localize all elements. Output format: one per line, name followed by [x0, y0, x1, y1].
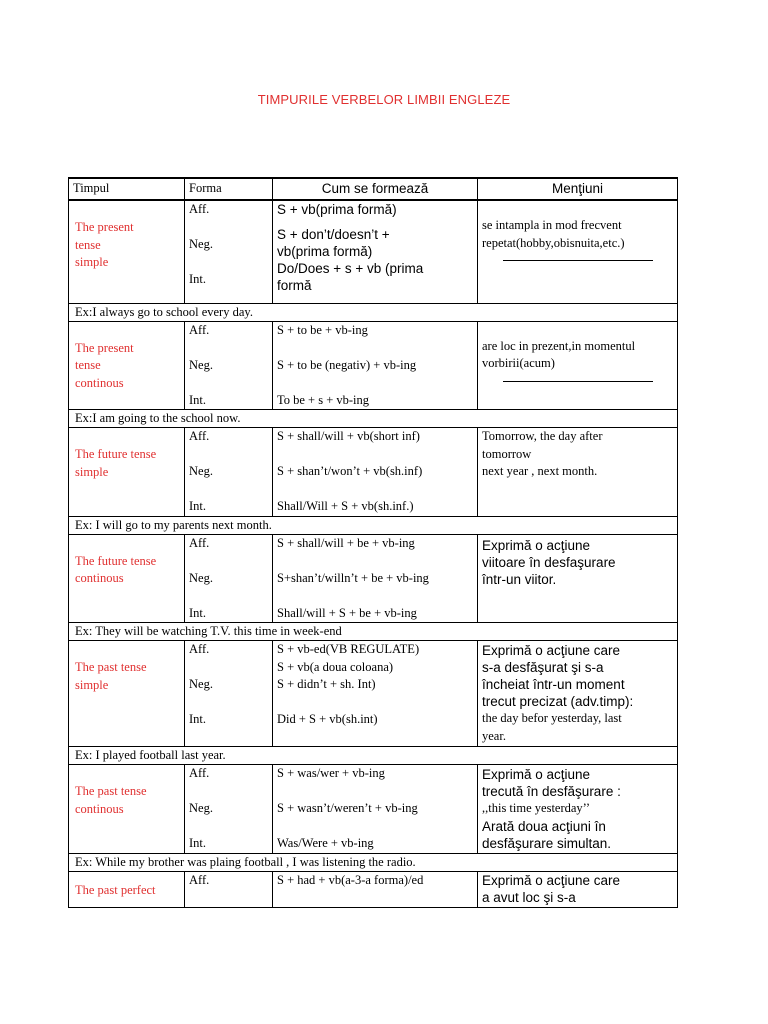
tense-name-line: The future tense: [75, 553, 157, 568]
table-row: [69, 765, 678, 854]
note-line: Tomorrow, the day after: [482, 429, 603, 443]
form-int: Int.: [189, 836, 207, 850]
formula-line: S + shall/will + vb(short inf): [277, 429, 420, 443]
example-row: [69, 747, 678, 765]
note-line: s-a desfăşurat şi s-a: [482, 660, 604, 675]
formula-line: S + shan’t/won’t + vb(sh.inf): [277, 464, 423, 478]
formula-line: Shall/Will + S + vb(sh.inf.): [277, 499, 414, 513]
example-text: Ex:I always go to school every day.: [69, 303, 678, 321]
formula-cell: [273, 871, 478, 907]
formula-line: S + wasn’t/weren’t + vb-ing: [277, 801, 418, 815]
formula-line: Was/Were + vb-ing: [277, 836, 374, 850]
notes-cell: [478, 871, 678, 907]
form-aff: Aff.: [189, 535, 210, 550]
form-int: Int.: [189, 392, 207, 407]
note-line: Exprimă o acţiune care: [482, 872, 621, 888]
header-formation: Cum se formează: [273, 178, 478, 200]
table-row: [69, 641, 678, 747]
notes-cell: [478, 641, 678, 747]
form-aff: Aff.: [189, 322, 210, 337]
tense-name-line: tense: [75, 237, 101, 252]
table-row: [69, 534, 678, 623]
page-title: TIMPURILE VERBELOR LIMBII ENGLEZE: [257, 92, 511, 107]
example-row: [69, 623, 678, 641]
form-cell: [185, 765, 273, 854]
note-line: se intampla in mod frecvent: [482, 218, 622, 232]
header-form: Forma: [185, 178, 273, 200]
tense-name-line: continous: [75, 571, 124, 585]
note-line: Exprimă o acţiune care: [482, 643, 621, 658]
example-row: [69, 303, 678, 321]
form-aff: Aff.: [189, 766, 210, 780]
note-line: the day befor yesterday, last: [482, 711, 622, 725]
form-cell: [185, 321, 273, 410]
tense-name-cell: [69, 765, 185, 854]
table-row: [69, 200, 678, 303]
note-line: tomorrow: [482, 446, 532, 461]
formula-line: S + don’t/doesn’t +: [277, 227, 390, 242]
form-cell: [185, 871, 273, 907]
example-row: [69, 516, 678, 534]
form-cell: [185, 428, 273, 517]
form-neg: Neg.: [189, 677, 213, 691]
note-line: Exprimă o acţiune: [482, 767, 591, 782]
form-neg: Neg.: [189, 357, 213, 372]
formula-line: S + shall/will + be + vb-ing: [277, 535, 415, 550]
example-row: [69, 410, 678, 428]
formula-line: To be + s + vb-ing: [277, 392, 370, 407]
example-text: Ex: I will go to my parents next month.: [69, 516, 678, 534]
formula-cell: [273, 641, 478, 747]
note-line: trecută în desfăşurare :: [482, 784, 621, 799]
tense-name-line: simple: [75, 677, 109, 692]
note-line: Exprimă o acţiune: [482, 537, 591, 553]
notes-cell: [478, 534, 678, 623]
form-aff: Aff.: [189, 429, 210, 443]
form-int: Int.: [189, 605, 207, 620]
table-row: [69, 321, 678, 410]
formula-line: S + had + vb(a-3-a forma)/ed: [277, 872, 424, 887]
form-int: Int.: [189, 499, 207, 513]
notes-cell: [478, 200, 678, 303]
tense-name-line: simple: [75, 255, 109, 269]
notes-cell: [478, 321, 678, 410]
note-line: desfăşurare simultan.: [482, 835, 612, 851]
formula-line: Do/Does + s + vb (prima: [277, 261, 424, 276]
form-cell: [185, 641, 273, 747]
form-neg: Neg.: [189, 570, 213, 585]
formula-cell: [273, 534, 478, 623]
tense-name-line: The present: [75, 340, 134, 355]
tense-name-cell: [69, 534, 185, 623]
example-row: [69, 853, 678, 871]
tense-name-cell: [69, 321, 185, 410]
table-row: [69, 428, 678, 517]
formula-line: Did + S + vb(sh.int): [277, 712, 378, 726]
form-neg: Neg.: [189, 237, 213, 251]
form-neg: Neg.: [189, 464, 213, 478]
note-line: într-un viitor.: [482, 571, 557, 587]
notes-cell: [478, 428, 678, 517]
note-line: next year , next month.: [482, 464, 598, 478]
divider-line: [503, 260, 653, 261]
header-notes: Menţiuni: [478, 178, 678, 200]
formula-line: S + to be (negativ) + vb-ing: [277, 357, 417, 372]
formula-line: formă: [277, 278, 312, 293]
note-line: repetat(hobby,obisnuita,etc.): [482, 235, 625, 250]
note-line: încheiat într-un moment: [482, 677, 625, 692]
formula-line: Shall/will + S + be + vb-ing: [277, 605, 417, 620]
note-line: Arată doua acţiuni în: [482, 818, 606, 834]
formula-line: S + to be + vb-ing: [277, 322, 368, 337]
note-line: trecut precizat (adv.timp):: [482, 694, 634, 709]
tense-name-cell: [69, 428, 185, 517]
form-aff: Aff.: [189, 202, 210, 216]
formula-cell: [273, 321, 478, 410]
notes-cell: [478, 765, 678, 854]
divider-line: [503, 381, 653, 382]
formula-line: S + didn’t + sh. Int): [277, 677, 376, 691]
note-line: viitoare în desfaşurare: [482, 554, 616, 570]
tense-name-cell: [69, 641, 185, 747]
example-text: Ex: They will be watching T.V. this time in week-end: [69, 623, 678, 641]
verb-tenses-table: [68, 177, 678, 908]
formula-line: S + vb-ed(VB REGULATE): [277, 642, 420, 656]
formula-cell: [273, 428, 478, 517]
form-cell: [185, 200, 273, 303]
header-tense: Timpul: [69, 178, 185, 200]
formula-line: S + vb(a doua coloana): [277, 659, 394, 674]
form-int: Int.: [189, 712, 207, 726]
tense-name-line: The past perfect: [75, 882, 156, 897]
tense-name-cell: [69, 200, 185, 303]
form-aff: Aff.: [189, 872, 210, 887]
form-neg: Neg.: [189, 801, 213, 815]
tense-name-line: The past tense: [75, 784, 147, 798]
table-row: [69, 871, 678, 907]
tense-name-line: The past tense: [75, 660, 147, 674]
note-line: a avut loc şi s-a: [482, 889, 576, 905]
formula-cell: [273, 765, 478, 854]
tense-name-cell: [69, 871, 185, 907]
table-header-row: [69, 178, 678, 200]
formula-line: S + was/wer + vb-ing: [277, 766, 385, 780]
note-line: are loc in prezent,in momentul: [482, 338, 636, 353]
note-line: ,,this time yesterday’’: [482, 801, 591, 815]
example-text: Ex: While my brother was plaing football , I was listening the radio.: [69, 853, 678, 871]
tense-name-line: simple: [75, 464, 109, 479]
tense-name-line: The future tense: [75, 447, 157, 461]
example-text: Ex: I played football last year.: [69, 747, 678, 765]
tense-name-line: continous: [75, 375, 124, 390]
note-line: year.: [482, 728, 506, 743]
tense-name-line: The present: [75, 220, 134, 234]
form-aff: Aff.: [189, 642, 210, 656]
tense-name-line: tense: [75, 358, 101, 372]
formula-line: vb(prima formă): [277, 244, 373, 259]
form-cell: [185, 534, 273, 623]
formula-cell: [273, 200, 478, 303]
tense-name-line: continous: [75, 801, 124, 816]
formula-line: S+shan’t/willn’t + be + vb-ing: [277, 570, 429, 585]
example-text: Ex:I am going to the school now.: [69, 410, 678, 428]
formula-line: S + vb(prima formă): [277, 202, 397, 217]
form-int: Int.: [189, 272, 207, 286]
note-line: vorbirii(acum): [482, 356, 555, 370]
